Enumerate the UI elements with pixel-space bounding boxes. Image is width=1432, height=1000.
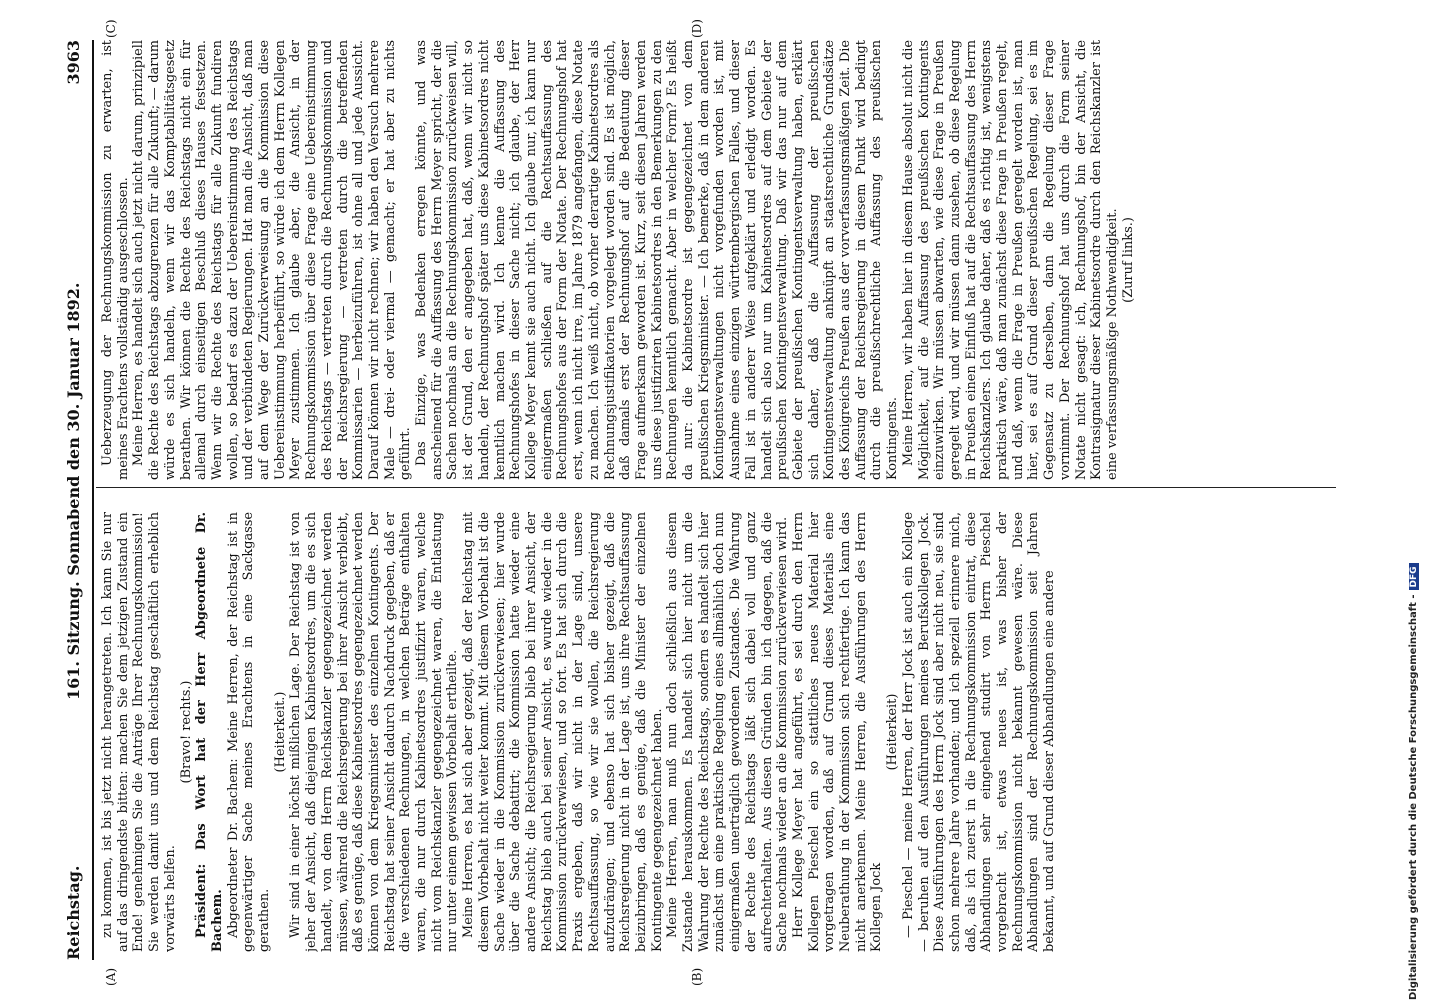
paragraph: Meine Herren, es hat sich aber gezeigt, daß der Reichstag mit diesem Vorbehalt nicht weiter kommt. Mit diesem Vorbehalt ist die Sache wieder in die Kommission zurückverwiesen; hier wurde über die Sache debattirt; die Kommission hatte wieder eine andere Ansicht; die Reichsregierung blieb bei ihrer Ansicht, der Reichstag blieb auch bei seiner Ansicht, es wurde wieder in die Kommission zurückverwiesen, und so fort. Es hat sich durch die Praxis ergeben, daß wir nicht in der Lage sind, unsere Rechtsauffassung, so wie wir sie wollen, die Reichsregierung aufzudrängen; und ebenso hat sich bisher gezeigt, daß die Reichsregierung nicht in der Lage ist, uns ihre Rechtsauffassung beizubringen, daß es genüge, daß die Minister der einzelnen Kontingente gegengezeichnet haben. <box>461 512 665 952</box>
paragraph: (Zuruf links.) <box>1120 217 1136 303</box>
header-rule <box>92 40 94 960</box>
paragraph: (Heiterkeit.) <box>272 691 288 773</box>
paragraph: zu kommen, ist bis jetzt nicht herangetreten. Ich kann Sie nur auf das dringendste bitten: machen Sie dem jetzigen Zustand ein Ende! genehmigen Sie die Anträge Ihrer Rechnungskommission! Sie werden damit uns und dem Reichstag geschäftlich erheblich vorwärts helfen. <box>100 512 178 952</box>
paragraph: Abgeordneter Dr. Bachem: Meine Herren, der Reichstag ist in gegenwärtiger Sache meines Erachtens in eine Sackgasse gerathen. <box>225 512 273 952</box>
sidebar-credit-text: Digitalisierung gefördert durch die Deutsche Forschungsgemeinschaft - <box>1408 594 1419 1000</box>
paragraph: Präsident: Das Wort hat der Herr Abgeordnete Dr. Bachem. <box>194 512 225 952</box>
paragraph: — Pieschel — meine Herren, der Herr Jock ist auch ein Kollege — beruhen auf den Ausführungen meines Berufskollegen Jock. Diese Ausführungen des Herrn Jock sind aber nicht neu, sie sind schon mehrere Jahre vorhanden; und ich speziell erinnere mich, daß, als ich zuerst in die Rechnungskommission eintrat, diese Abhandlungen sehr eingehend studirt von Herrn Pieschel vorgebracht ist, etwas neues ist, was bisher der Rechnungskommission nicht bekannt gewesen wäre. Diese Abhandlungen sind der Rechnungskommission seit Jahren bekannt, und auf Grund dieser Abhandlungen eine andere <box>900 512 1058 952</box>
paragraph: (Heiterkeit) <box>885 693 901 771</box>
page-header <box>64 40 88 960</box>
marker-b: (B) <box>690 967 704 986</box>
marker-d: (D) <box>690 19 704 38</box>
paragraph: Das Einzige, was Bedenken erregen könnte, und was anscheinend für die Auffassung des Herrn Meyer spricht, der die Sachen nochmals an die Rechnungskommission zurückweisen will, ist der Grund, den er angegeben hat, daß, wenn wir nicht so handeln, der Rechnungshof später uns diese Kabinetsordres nicht kenntlich machen wird. Ich kenne die Auffassung des Rechnungshofes in dieser Sache nicht; ich glaube, der Herr Kollege Meyer kennt sie auch nicht. Ich glaube nur, ich kann nur einigermaßen schließen auf die Rechtsauffassung des Rechnungshofes aus der Form der Notate. Der Rechnungshof hat erst, wenn ich nicht irre, im Jahre 1879 angefangen, diese Notate zu machen. Ich weiß nicht, ob vorher derartige Kabinetsordres als Rechnungsjustifikatorien vorgelegt worden sind. Es ist möglich, daß damals erst der Rechnungshof auf die Bedeutung dieser Frage aufmerksam geworden ist. Kurz, seit diesen Jahren werden uns diese justifizirten Kabinetsordres in den Bemerkungen zu den Rechnungen kenntlich gemacht. Aber in welcher Form? Es heißt da nur: die Kabinetsordre ist gegengezeichnet von dem preußischen Kriegsminister. — Ich bemerke, daß in dem anderen Kontingentsverwaltungen nicht vorgefunden worden ist, mit Ausnahme eines einzigen württembergischen Falles, und dieser Fall ist in anderer Weise aufgeklärt und erledigt worden. Es handelt sich also nur um Kabinetsordres auf dem Gebiete der preußischen Kontingentsverwaltung. Daß wir das nur auf dem Gebiete der preußischen Kontingentsverwaltung haben, erklärt sich daher, daß die Auffassung der preußischen Kontingentsverwaltung anknüpft an staatsrechtliche Grundsätze des Königreichs Preußen aus der vorverfassungsmäßigen Zeit. Die Auffassung der Reichsregierung in diesem Punkt wird bedingt durch die preußischrechtliche Auffassung des preußischen Kontingents. <box>414 40 901 480</box>
column-rule <box>96 487 1336 488</box>
paragraph: Meine Herren, wir haben hier in diesem Hause absolut nicht die Möglichkeit, auf die Auffassung des preußischen Kontingents einzuwirken. Wir müssen abwarten, wie diese Frage in Preußen geregelt wird, und wir müssen dann zusehen, ob diese Regelung in Preußen einen Einfluß hat auf die Rechtsauffassung des Herrn Reichskanzlers. Ich glaube daher, daß es richtig ist, wenigstens praktisch wäre, daß man zunächst diese Frage in Preußen regelt, und daß, wenn die Frage in Preußen geregelt worden ist, man hier, sei es auf Grund dieser preußischen Regelung, sei es im Gegensatz zu derselben, dann die Regelung dieser Frage vornimmt. Der Rechnungshof hat uns durch die Form seiner Notate nicht gesagt: ich, Rechnungshof, bin der Ansicht, die Kontrasignatur dieser Kabinetsordre durch den Reichskanzler ist eine verfassungsmäßige Nothwendigkeit. <box>900 40 1120 480</box>
paragraph: Meine Herren, man muß nun doch schließlich aus diesem Zustande herauskommen. Es handelt sich hier nicht um die Wahrung der Rechte des Reichstags, sondern es handelt sich hier zunächst um eine praktische Regelung eines allmählich doch nun einigermaßen unerträglich gewordenen Zustandes. Die Wahrung der Rechte des Reichstags läßt sich dabei voll und ganz aufrechterhalten. Aus diesen Gründen bin ich dagegen, daß die Sache nochmals wieder an die Kommission zurückverwiesen wird. <box>665 512 791 952</box>
paragraph: Ueberzeugung der Rechnungskommission zu erwarten, ist meines Erachtens vollständig ausgeschlossen. <box>100 40 131 480</box>
sidebar-credit <box>1408 0 1432 1000</box>
left-column <box>100 512 1360 952</box>
dfg-logo: DFG <box>1409 563 1419 590</box>
paragraph: Herr Kollege Meyer hat angeführt, es sei durch den Herrn Kollegen Pieschel ein so stattliches neues Material hier vorgetragen worden, daß auf Grund dieses Materials eine Neuberathung in der Kommission sich rechtfertige. Ich kann das nicht anerkennen. Meine Herren, die Ausführungen des Herrn Kollegen Jock <box>790 512 885 952</box>
page-number: 3963 <box>64 40 83 85</box>
marker-a: (A) <box>104 967 118 986</box>
sidebar <box>1408 0 1432 1000</box>
marker-c: (C) <box>104 19 118 38</box>
paragraph: Wir sind in einer höchst mißlichen Lage. Der Reichstag ist von jeher der Ansicht, daß diejenigen Kabinetsordres, um die es sich handelt, von dem Herrn Reichskanzler gegengezeichnet werden müssen, während die Reichsregierung bei ihrer Ansicht verbleibt, daß es genüge, daß diese Kabinetsordres gegengezeichnet werden können von dem Kriegsminister des einzelnen Kontingents. Der Reichstag hat seiner Ansicht dadurch Nachdruck gegeben, daß er die verschiedenen Rechnungen, in welchen Beträge enthalten waren, die nur durch Kabinetsordres justifizirt waren, welche nicht vom Reichskanzler gegengezeichnet waren, die Entlastung nur unter einem gewissen Vorbehalt ertheilte. <box>288 512 461 952</box>
header-left: Reichstag. <box>64 865 83 960</box>
paragraph: Meine Herren, es handelt sich auch jetzt nicht darum, prinzipiell die Rechte des Reichstags abzugrenzen für alle Zukunft; — darum würde es sich handeln, wenn wir das Komptabilitätsgesetz berathen. Wir können die Rechte des Reichstags nicht ein für allemal durch einseitigen Beschluß dieses Hauses festsetzen. Wenn wir die Rechte des Reichstags für alle Zukunft fundiren wollen, so bedarf es dazu der Uebereinstimmung des Reichstags und der verbündeten Regierungen. Hat man die Ansicht, daß man auf dem Wege der Zurückverweisung an die Kommission diese Uebereinstimmung herbeiführt, so würde ich dem Herrn Kollegen Meyer zustimmen. Ich glaube aber, die Ansicht, in der Rechnungskommission über diese Frage eine Uebereinstimmung des Reichstags — vertreten durch die Rechnungskommission und der Reichsregierung — vertreten durch die betreffenden Kommissarien — herbeizuführen, ist ohne all und jede Aussicht. Darauf können wir nicht rechnen; wir haben den Versuch mehrere Male — drei- oder viermal — gemacht; er hat aber zu nichts geführt. <box>131 40 414 480</box>
right-column <box>100 40 1360 480</box>
paragraph: (Bravo! rechts.) <box>178 680 194 784</box>
header-center: 161. Sitzung. Sonnabend den 30. Januar 1892. <box>64 282 83 700</box>
